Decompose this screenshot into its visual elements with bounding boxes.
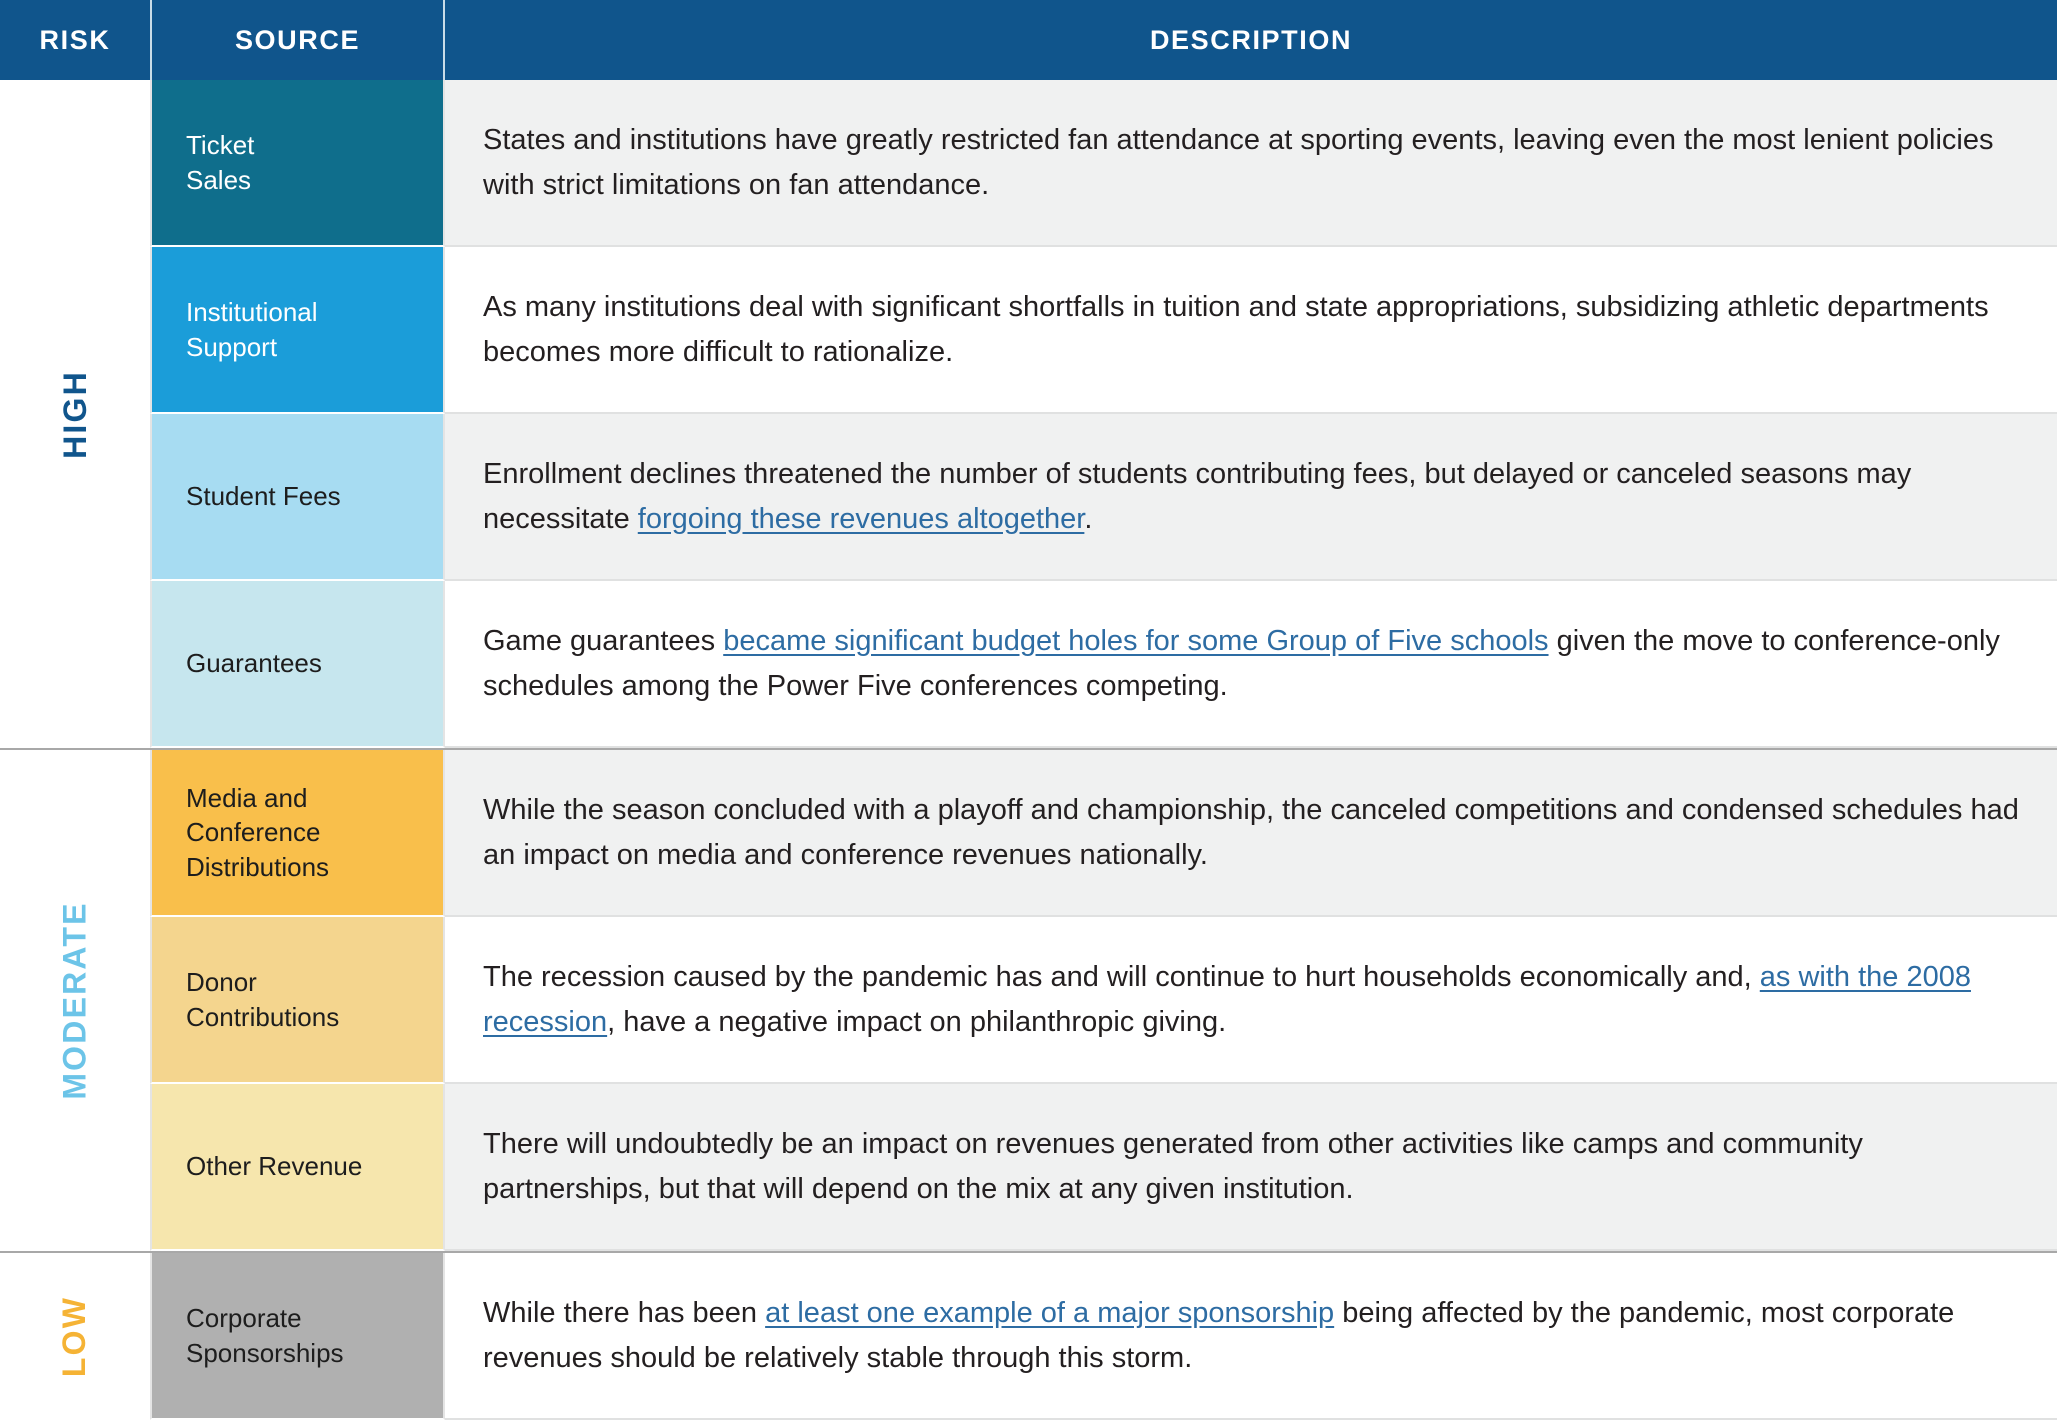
table-row: [150, 80, 2057, 247]
description-link[interactable]: became significant budget holes for some Group of Five schools: [723, 624, 1549, 657]
description-cell: [445, 1253, 2057, 1420]
risk-level-cell: [0, 80, 150, 748]
table-row: [150, 414, 2057, 581]
risk-level-label: HIGH: [56, 369, 93, 459]
revenue-source-cell: Other Revenue: [150, 1084, 445, 1251]
table-row: [150, 917, 2057, 1084]
risk-level-label: LOW: [56, 1295, 93, 1378]
description-cell: [445, 414, 2057, 581]
description-cell: [445, 247, 2057, 414]
risk-group-low: [0, 1251, 2057, 1420]
revenue-source-cell: Guarantees: [150, 581, 445, 748]
revenue-source-cell: Student Fees: [150, 414, 445, 581]
description-text: The recession caused by the pandemic has and will continue to hurt households economically and,: [483, 960, 1760, 993]
description-text: Game guarantees: [483, 624, 724, 657]
column-header-risk: RISK: [0, 0, 150, 80]
description-text: States and institutions have greatly restricted fan attendance at sporting events, leaving even the most lenient policies with strict limitations on fan attendance.: [483, 123, 1994, 201]
description-link[interactable]: at least one example of a major sponsorship: [765, 1296, 1335, 1329]
risk-group-high: [0, 80, 2057, 748]
description-text: While the season concluded with a playoff and championship, the canceled competitions and condensed schedules had an impact on media and conference revenues nationally.: [483, 793, 2019, 871]
risk-group-rows: [150, 750, 2057, 1251]
description-text: , have a negative impact on philanthropic giving.: [607, 1005, 1227, 1038]
risk-level-cell: [0, 1253, 150, 1420]
table-body: [0, 80, 2057, 1420]
description-cell: [445, 917, 2057, 1084]
revenue-source-cell: Media and Conference Distributions: [150, 750, 445, 917]
description-cell: [445, 750, 2057, 917]
risk-group-rows: [150, 80, 2057, 748]
column-header-description: DESCRIPTION: [445, 0, 2057, 80]
table-row: [150, 750, 2057, 917]
table-row: [150, 581, 2057, 748]
risk-group-moderate: [0, 748, 2057, 1251]
description-cell: [445, 1084, 2057, 1251]
table-row: [150, 1253, 2057, 1420]
revenue-source-cell: Donor Contributions: [150, 917, 445, 1084]
column-header-source: SOURCE: [150, 0, 445, 80]
risk-level-label: MODERATE: [56, 901, 93, 1100]
revenue-source-cell: Corporate Sponsorships: [150, 1253, 445, 1420]
description-text: While there has been: [483, 1296, 766, 1329]
description-text: being affected by the pandemic, most corporate revenues should be relatively stable through this storm.: [483, 1296, 1955, 1374]
description-text: As many institutions deal with significant shortfalls in tuition and state appropriations, subsidizing athletic departments becomes more difficult to rationalize.: [483, 290, 1989, 368]
description-link[interactable]: as with the 2008 recession: [483, 960, 1971, 1038]
table-row: [150, 1084, 2057, 1251]
table-header-row: [0, 0, 2057, 80]
description-text: .: [1084, 502, 1093, 535]
risk-group-rows: [150, 1253, 2057, 1420]
risk-level-cell: [0, 750, 150, 1251]
revenue-source-cell: Ticket Sales: [150, 80, 445, 247]
description-link[interactable]: forgoing these revenues altogether: [637, 502, 1085, 535]
table-row: [150, 247, 2057, 414]
description-cell: [445, 581, 2057, 748]
description-text: Enrollment declines threatened the number of students contributing fees, but delayed or canceled seasons may necessitate: [483, 457, 1912, 535]
description-cell: [445, 80, 2057, 247]
description-text: given the move to conference-only schedules among the Power Five conferences competing.: [483, 624, 2000, 702]
revenue-source-cell: Institutional Support: [150, 247, 445, 414]
description-text: There will undoubtedly be an impact on revenues generated from other activities like camps and community partnerships, but that will depend on the mix at any given institution.: [483, 1127, 1863, 1205]
